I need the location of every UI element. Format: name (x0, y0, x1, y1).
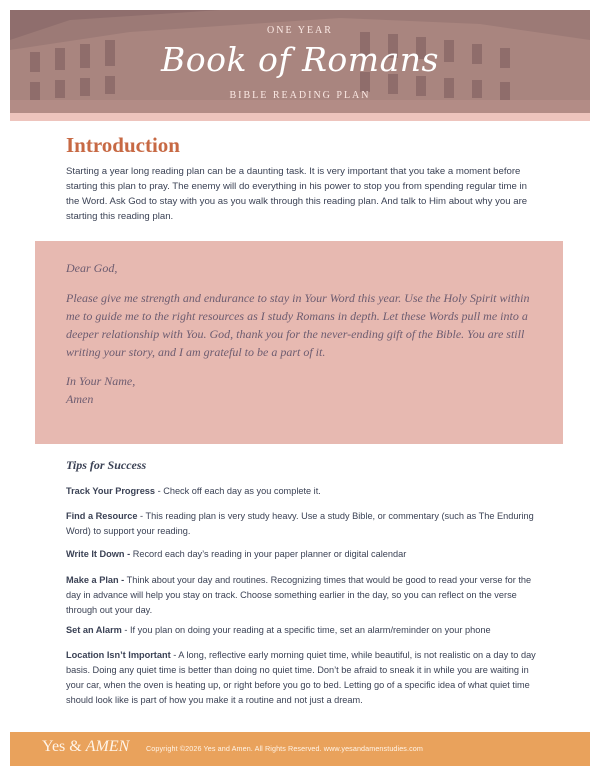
footer-logo (42, 738, 129, 756)
prayer-box (35, 241, 563, 444)
tip-text: Think about your day and routines. Recognizing times that would be good to read your verse for the day in advance will help you stay on track. Choose something earlier in the day, so you can reflect on the verse through out your day. (66, 575, 532, 615)
tip-item (66, 509, 536, 539)
prayer-greeting: Dear God, (66, 261, 118, 275)
tip-text: - Check off each day as you complete it. (155, 486, 321, 496)
footer-logo-text: Yes & (42, 738, 82, 755)
tip-label: Location Isn’t Important (66, 650, 171, 660)
tip-label: Find a Resource (66, 511, 138, 521)
footer-logo-amen: AMEN (85, 738, 130, 755)
tip-item (66, 648, 536, 708)
tip-item (66, 547, 536, 562)
prayer-body: Please give me strength and endurance to stay in Your Word this year. Use the Holy Spirit within me to guide me to the right resources as I study Romans in depth. Let these Words pull me into a deeper relationship with You. God, thank you for the never-ending gift of the Bible. You are still writing your story, and I am grateful to be a part of it. (66, 291, 530, 359)
prayer-closing: In Your Name, (66, 374, 136, 388)
prayer-amen: Amen (66, 392, 94, 406)
footer-copyright: Copyright ©2026 Yes and Amen. All Rights Reserved. www.yesandamenstudies.com (146, 744, 423, 753)
tip-text: - If you plan on doing your reading at a specific time, set an alarm/reminder on your phone (121, 625, 491, 635)
header-eyebrow: ONE YEAR (267, 25, 333, 36)
tips-title: Tips for Success (66, 458, 147, 472)
tip-item (66, 573, 536, 618)
header-divider (10, 113, 590, 121)
tip-text: Record each day’s reading in your paper planner or digital calendar (130, 549, 407, 559)
header-subtitle: BIBLE READING PLAN (229, 90, 371, 101)
tip-item (66, 623, 536, 638)
tip-label: Make a Plan - (66, 575, 125, 585)
tip-label: Write It Down - (66, 549, 131, 559)
tip-label: Set an Alarm (66, 625, 122, 635)
footer (10, 732, 590, 766)
header-title: Book of Romans (161, 40, 439, 79)
tip-text: - This reading plan is very study heavy. Use a study Bible, or commentary (such as The Enduring Word) to support your reading. (66, 511, 534, 536)
tip-label: Track Your Progress (66, 486, 156, 496)
intro-title: Introduction (66, 133, 180, 157)
tip-text: - A long, reflective early morning quiet time, while beautiful, is not realistic on a day to day basis. Doing any quiet time is better than doing no quiet time. Don’t be afraid to sneak it in while you are waiting in your car, when the oven is heating up, or right before you go to bed. Letting go of a specific idea of what quiet time should look like is part of how you make it a routine and not just a dream. (66, 650, 536, 705)
intro-body: Starting a year long reading plan can be a daunting task. It is very important that you take a moment before starting this plan to pray. The enemy will do everything in his power to stop you from spending regular time in the Word. Ask God to stay with you as you walk through this reading plan. And talk to Him about why you are starting this reading plan. (66, 166, 528, 222)
tip-item (66, 484, 536, 499)
header-banner (10, 10, 590, 113)
